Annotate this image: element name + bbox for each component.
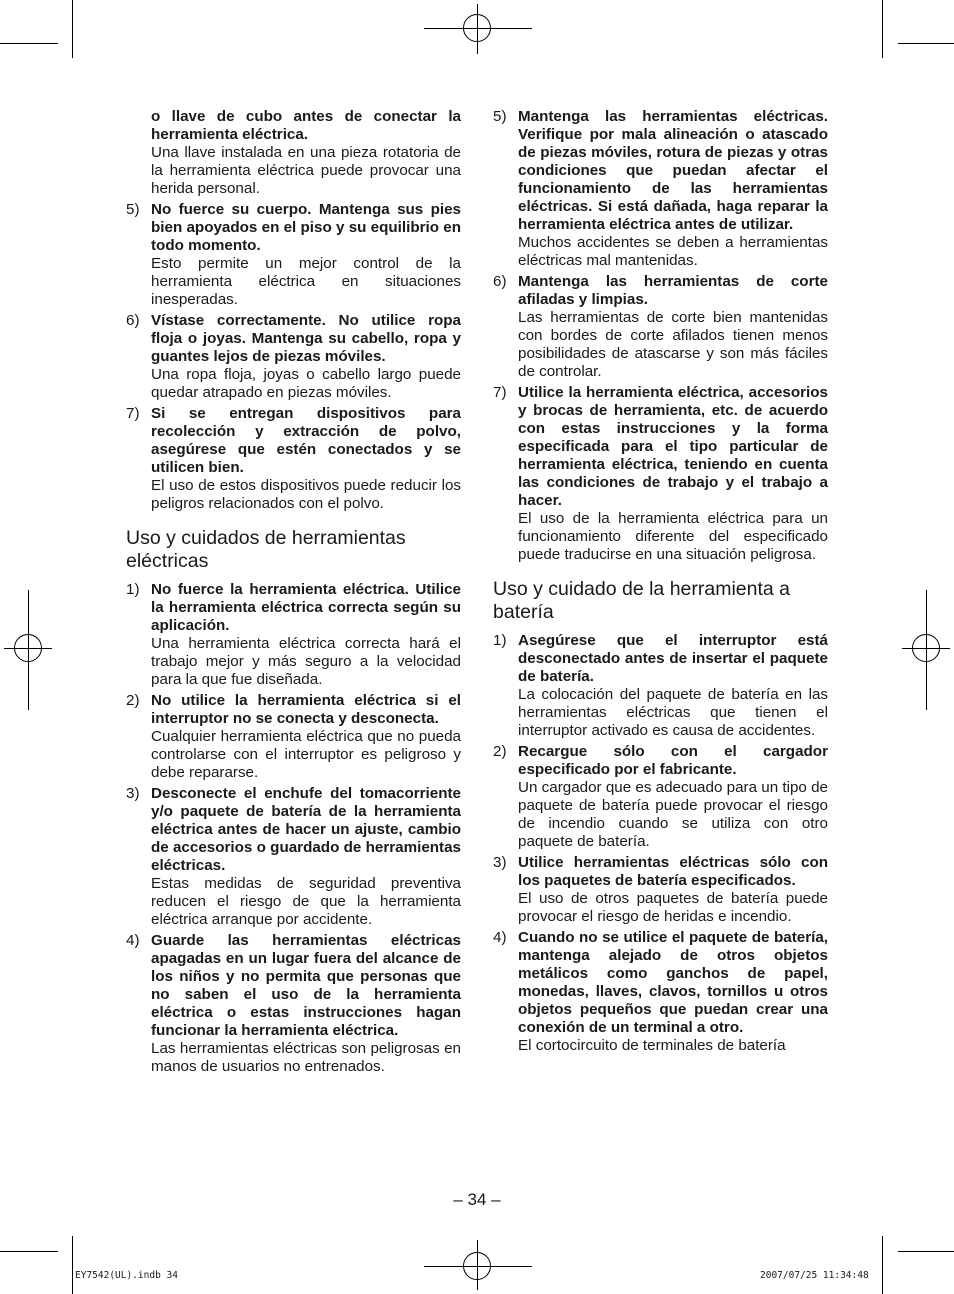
list-item: 3) Utilice herramientas eléctricas sólo con los paquetes de batería especificados. El uso de otros paquetes de batería puede provocar el riesgo de heridas e incendio. <box>493 854 828 925</box>
left-column <box>126 108 461 1079</box>
list-item: 7) Utilice la herramienta eléctrica, accesorios y brocas de herramienta, etc. de acuerdo con estas instrucciones y la forma especificada para el tipo particular de herramienta eléctrica, teniendo en cuenta las condiciones de trabajo y el trabajo a hacer. El uso de la herramienta eléctrica para un funcionamiento diferente del especificado puede traducirse en una situación peligrosa. <box>493 384 828 563</box>
list-item: 4) Cuando no se utilice el paquete de batería, mantenga alejado de otros objetos metálicos como ganchos de papel, monedas, llaves, clavos, tornillos u otros objetos pequeños que puedan crear una conexión de un terminal a otro. El cortocircuito de terminales de batería <box>493 929 828 1054</box>
intro-bold: o llave de cubo antes de conectar la herramienta eléctrica. <box>151 108 461 143</box>
intro-continuation <box>126 108 461 198</box>
list-item: 5) No fuerce su cuerpo. Mantenga sus pies bien apoyados en el piso y su equilibrio en todo momento. Esto permite un mejor control de la herramienta eléctrica en situaciones inesperadas. <box>126 201 461 308</box>
right-column <box>493 108 828 1058</box>
list-item: 5) Mantenga las herramientas eléctricas. Verifique por mala alineación o atascado de piezas móviles, rotura de piezas y otras condiciones que puedan afectar el funcionamiento de las herramientas eléctricas. Si está dañada, haga reparar la herramienta eléctrica antes de utilizar. Muchos accidentes se deben a herramientas eléctricas mal mantenidas. <box>493 108 828 269</box>
list-item: 4) Guarde las herramientas eléctricas apagadas en un lugar fuera del alcance de los niños y no permita que personas que no saben el uso de la herramienta eléctrica o estas instrucciones hagan funcionar la herramienta eléctrica. Las herramientas eléctricas son peligrosas en manos de usuarios no entrenados. <box>126 932 461 1075</box>
slug-datetime: 2007/07/25 11:34:48 <box>760 1270 869 1281</box>
list-item: 6) Mantenga las herramientas de corte afiladas y limpias. Las herramientas de corte bien mantenidas con bordes de corte afilados tienen menos posibilidades de atascarse y son más fáciles de controlar. <box>493 273 828 380</box>
list-item: 3) Desconecte el enchufe del tomacorriente y/o paquete de batería de la herramienta eléctrica antes de hacer un ajuste, cambio de accesorios o guardado de herramientas eléctricas. Estas medidas de seguridad preventiva reducen el riesgo de que la herramienta eléctrica arranque por accidente. <box>126 785 461 928</box>
page-number: – 34 – <box>453 1190 501 1209</box>
list-item: 1) Asegúrese que el interruptor está desconectado antes de insertar el paquete de batería. La colocación del paquete de batería en las herramientas eléctricas que tienen el interruptor activado es causa de accidentes. <box>493 632 828 739</box>
list-item: 2) No utilice la herramienta eléctrica si el interruptor no se conecta y desconecta. Cualquier herramienta eléctrica que no pueda controlarse con el interruptor es peligroso y debe repararse. <box>126 692 461 781</box>
list-item: 2) Recargue sólo con el cargador especificado por el fabricante. Un cargador que es adecuado para un tipo de paquete de batería puede provocar el riesgo de incendio cuando se utiliza con otro paquete de batería. <box>493 743 828 850</box>
section-heading: Uso y cuidados de herramientas eléctricas <box>126 527 406 572</box>
slug-filename: EY7542(UL).indb 34 <box>75 1270 178 1281</box>
list-item: 6) Vístase correctamente. No utilice ropa floja o joyas. Mantenga su cabello, ropa y guantes lejos de piezas móviles. Una ropa floja, joyas o cabello largo puede quedar atrapado en piezas móviles. <box>126 312 461 401</box>
section-heading: Uso y cuidado de la herramienta a batería <box>493 578 791 623</box>
list-item: 1) No fuerce la herramienta eléctrica. Utilice la herramienta eléctrica correcta según su aplicación. Una herramienta eléctrica correcta hará el trabajo mejor y más seguro a la velocidad para la que fue diseñada. <box>126 581 461 688</box>
list-item: 7) Si se entregan dispositivos para recolección y extracción de polvo, asegúrese que estén conectados y se utilicen bien. El uso de estos dispositivos puede reducir los peligros relacionados con el polvo. <box>126 405 461 512</box>
intro-body: Una llave instalada en una pieza rotatoria de la herramienta eléctrica puede provocar una herida personal. <box>151 144 461 197</box>
